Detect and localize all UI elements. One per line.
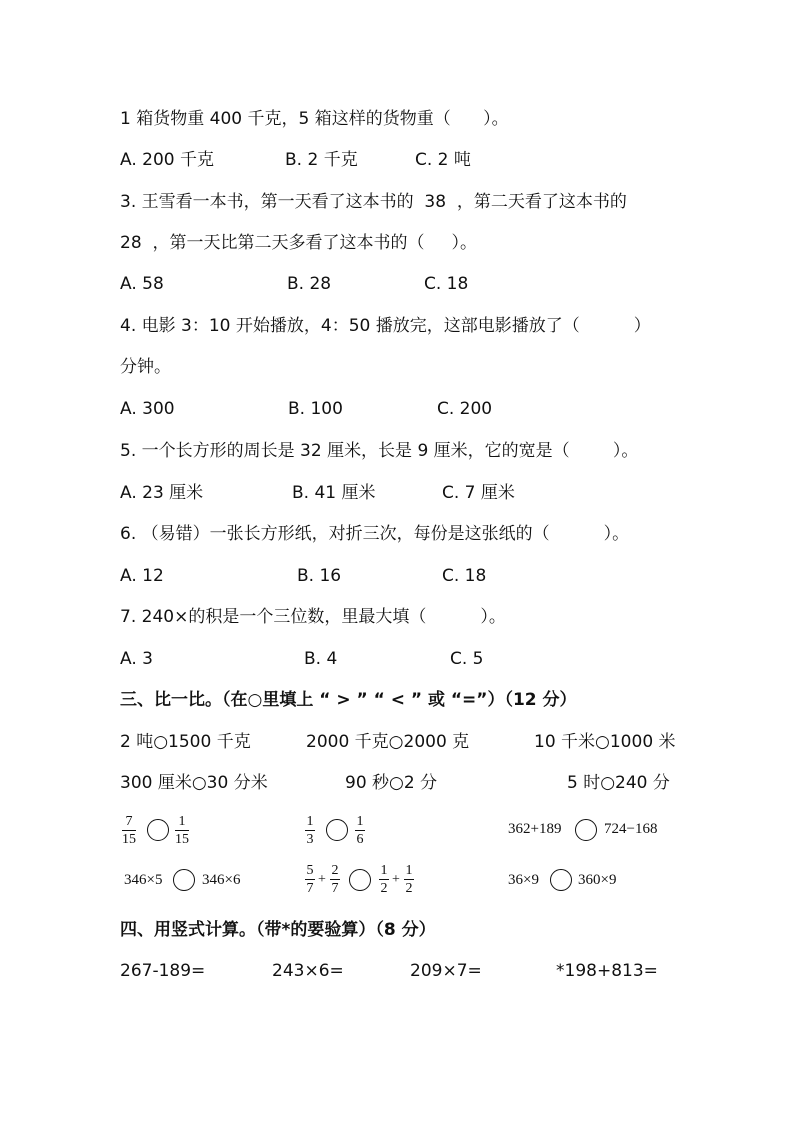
question-4-line-2: 分钟。 [120,357,171,377]
question-6-text: 6. （易错）一张长方形纸，对折三次，每份是这张纸的（ ）。 [120,524,630,544]
fraction-numerator: 5 [306,863,314,878]
question-3-line-2: 28 ，第一天比第二天多看了这本书的（ ）。 [120,233,477,253]
fraction-1-3 [305,814,315,847]
plus-sign: + [318,872,326,887]
vertical-calc-1: 267-189= [120,961,206,981]
q2-option-b: B. 2 千克 [285,150,358,170]
q4-option-c: C. 200 [437,399,493,419]
fraction-bar [305,830,315,831]
fraction-1-15 [175,814,189,847]
fraction-bar [122,830,136,831]
fraction-bar [175,830,189,831]
compare-3: 10 千米○1000 米 [534,732,676,752]
fraction-bar [305,879,315,880]
fraction-denominator: 6 [356,832,364,847]
compare-6: 5 时○240 分 [567,773,670,793]
q7-option-b: B. 4 [304,649,338,669]
fraction-bar [404,879,414,880]
compare-circle-9[interactable] [575,819,597,841]
compare-circle-11[interactable] [349,869,371,891]
expression-346x5: 346×5 [124,872,163,888]
compare-circle-10[interactable] [173,869,195,891]
vertical-calc-3: 209×7= [410,961,482,981]
fraction-numerator: 2 [331,863,339,878]
expression-36x9: 36×9 [508,872,539,888]
fraction-numerator: 1 [306,814,314,829]
compare-circle-12[interactable] [550,869,572,891]
fraction-numerator: 7 [125,814,133,829]
question-5-text: 5. 一个长方形的周长是 32 厘米，长是 9 厘米，它的宽是（ ）。 [120,441,639,461]
question-4-line-1: 4. 电影 3：10 开始播放，4：50 播放完，这部电影播放了（ ） [120,316,651,336]
fraction-denominator: 2 [380,881,388,896]
compare-5: 90 秒○2 分 [345,773,438,793]
expression-360x9: 360×9 [578,872,617,888]
fraction-1-6 [355,814,365,847]
expression-362-189: 362+189 [508,821,562,837]
section-4-heading: 四、用竖式计算。（带*的要验算）（8 分） [120,920,436,940]
q6-option-c: C. 18 [442,566,487,586]
compare-4: 300 厘米○30 分米 [120,773,268,793]
q5-option-a: A. 23 厘米 [120,483,204,503]
q6-option-a: A. 12 [120,566,164,586]
q7-option-a: A. 3 [120,649,153,669]
q2-option-a: A. 200 千克 [120,150,214,170]
plus-sign: + [392,872,400,887]
fraction-bar [379,879,389,880]
fraction-denominator: 7 [331,881,339,896]
q4-option-a: A. 300 [120,399,175,419]
fraction-denominator: 7 [306,881,314,896]
fraction-denominator: 15 [122,832,136,847]
q6-option-b: B. 16 [297,566,342,586]
compare-2: 2000 千克○2000 克 [306,732,470,752]
fraction-7-15 [122,814,136,847]
fraction-denominator: 2 [405,881,413,896]
expression-346x6: 346×6 [202,872,241,888]
vertical-calc-4: *198+813= [556,961,658,981]
compare-circle-8[interactable] [326,819,348,841]
q4-option-b: B. 100 [288,399,343,419]
fraction-numerator: 1 [405,863,413,878]
q3-option-c: C. 18 [424,274,469,294]
q7-option-c: C. 5 [450,649,484,669]
q5-option-c: C. 7 厘米 [442,483,515,503]
fraction-1-2-a [379,863,389,896]
fraction-1-2-b [404,863,414,896]
fraction-2-7 [330,863,340,896]
question-2-text: 1 箱货物重 400 千克，5 箱这样的货物重（ ）。 [120,109,509,129]
question-3-line-1: 3. 王雪看一本书，第一天看了这本书的 38 ，第二天看了这本书的 [120,192,627,212]
fraction-numerator: 1 [380,863,388,878]
fraction-bar [355,830,365,831]
fraction-denominator: 15 [175,832,189,847]
fraction-numerator: 1 [178,814,186,829]
question-7-text: 7. 240×的积是一个三位数，里最大填（ ）。 [120,607,506,627]
compare-circle-7[interactable] [147,819,169,841]
section-3-heading: 三、比一比。（在○里填上 “ > ” “ < ” 或 “=”）（12 分） [120,690,577,710]
q3-option-b: B. 28 [287,274,332,294]
fraction-numerator: 1 [356,814,364,829]
q5-option-b: B. 41 厘米 [292,483,376,503]
expression-724-168: 724−168 [604,821,658,837]
q2-option-c: C. 2 吨 [415,150,471,170]
vertical-calc-2: 243×6= [272,961,344,981]
fraction-bar [330,879,340,880]
compare-1: 2 吨○1500 千克 [120,732,251,752]
q3-option-a: A. 58 [120,274,164,294]
fraction-5-7 [305,863,315,896]
fraction-denominator: 3 [306,832,314,847]
